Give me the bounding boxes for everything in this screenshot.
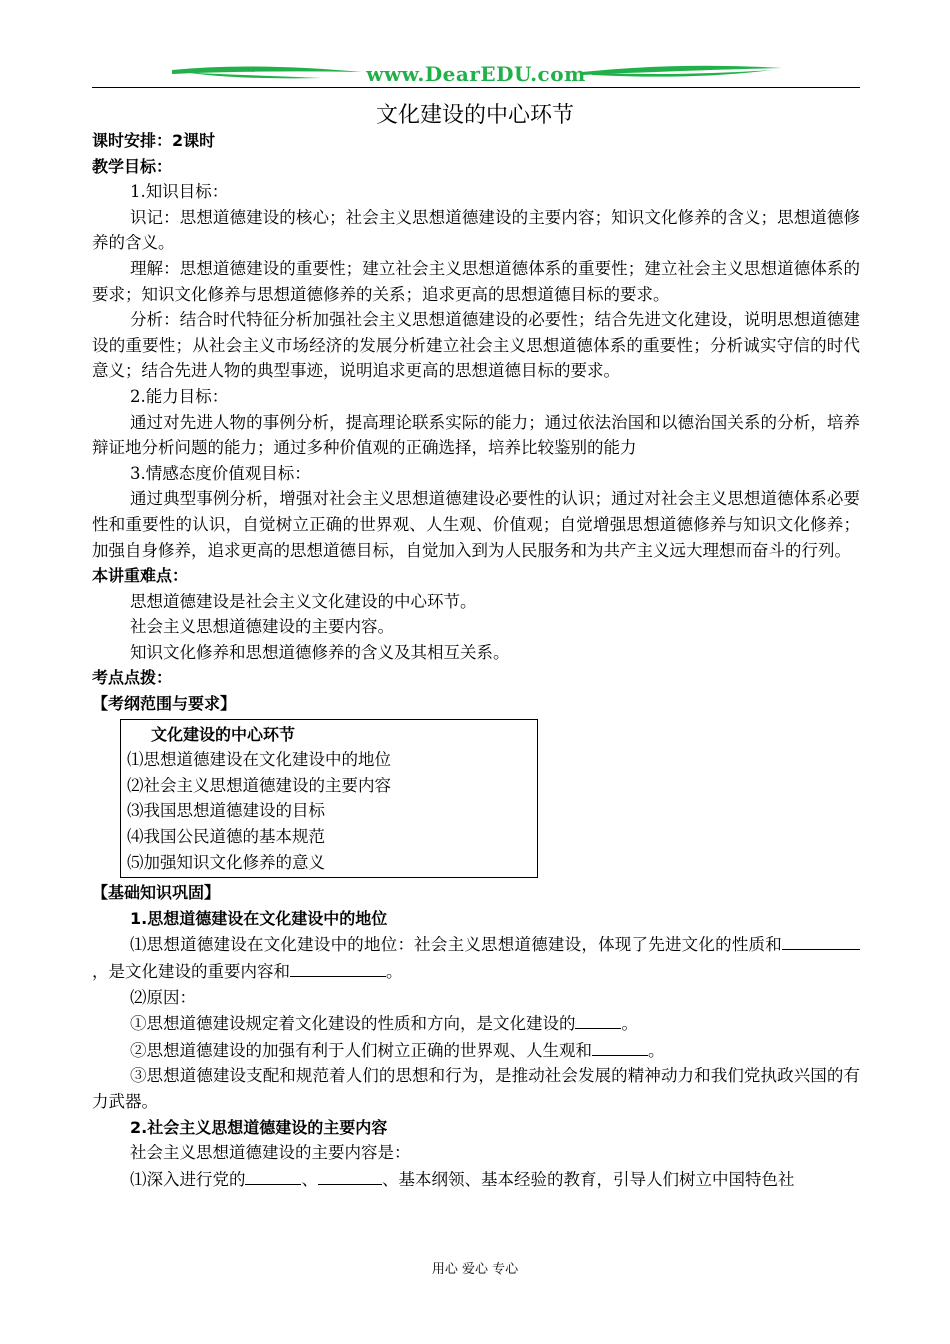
section2-intro: 社会主义思想道德建设的主要内容是：: [129, 1143, 411, 1163]
syllabus-item: ⑴思想道德建设在文化建设中的地位: [127, 750, 391, 770]
fill-blank[interactable]: [782, 931, 860, 950]
fill-blank[interactable]: [318, 1166, 382, 1185]
site-logo-text: www.DearEDU.com: [366, 62, 586, 86]
syllabus-item: ⑸加强知识文化修养的意义: [127, 852, 325, 872]
key-point: 知识文化修养和思想道德修养的含义及其相互关系。: [129, 642, 510, 662]
knowledge-analyze: 分析：结合时代特征分析加强社会主义思想道德建设的必要性；结合先进文化建设，说明思想道德建设的重要性；从社会主义市场经济的发展分析建立社会主义思想道德体系的重要性；分析诚实守信的时代意义；结合先进人物的典型事迹，说明追求更高的思想道德目标的要求。: [92, 310, 860, 381]
fill-blank[interactable]: [290, 958, 386, 977]
fill-blank[interactable]: [575, 1010, 621, 1029]
basics-heading: 【基础知识巩固】: [92, 883, 221, 903]
syllabus-item: ⑷我国公民道德的基本规范: [127, 827, 325, 847]
section1-reason2: ②思想道德建设的加强有利于人们树立正确的世界观、人生观和 。: [92, 1037, 860, 1064]
page-title: 文化建设的中心环节: [375, 103, 574, 128]
site-header-banner: [92, 58, 860, 90]
key-point: 思想道德建设是社会主义文化建设的中心环节。: [129, 591, 477, 611]
exam-heading: 考点点拨：: [92, 668, 173, 688]
goals-heading: 教学目标：: [92, 156, 173, 176]
syllabus-item: ⑵社会主义思想道德建设的主要内容: [127, 775, 391, 795]
syllabus-box-title: 文化建设的中心环节: [151, 724, 296, 744]
knowledge-heading: 1.知识目标：: [130, 182, 229, 202]
section1-reason3: ③思想道德建设支配和规范着人们的思想和行为，是推动社会发展的精神动力和我们党执政兴国的有力武器。: [92, 1066, 860, 1111]
emotion-heading: 3.情感态度价值观目标：: [130, 463, 311, 483]
ability-text: 通过对先进人物的事例分析，提高理论联系实际的能力；通过依法治国和以德治国关系的分析，培养辩证地分析问题的能力；通过多种价值观的正确选择，培养比较鉴别的能力: [92, 412, 860, 458]
header-rule: [92, 87, 860, 88]
key-point: 社会主义思想道德建设的主要内容。: [129, 617, 394, 637]
section1-reason1: ①思想道德建设规定着文化建设的性质和方向，是文化建设的 。: [92, 1010, 860, 1037]
syllabus-item: ⑶我国思想道德建设的目标: [127, 801, 325, 821]
page-footer: 用心 爱心 专心: [431, 1262, 519, 1277]
fill-blank[interactable]: [592, 1037, 648, 1056]
syllabus-box: [120, 719, 538, 879]
syllabus-heading: 【考纲范围与要求】: [92, 694, 237, 714]
section1-reason-heading: ⑵原因：: [130, 987, 196, 1007]
knowledge-recall: 识记：思想道德建设的核心；社会主义思想道德建设的主要内容；知识文化修养的含义；思想道德修养的含义。: [92, 207, 860, 253]
ability-heading: 2.能力目标：: [130, 386, 229, 406]
emotion-text: 通过典型事例分析，增强对社会主义思想道德建设必要性的认识；通过对社会主义思想道德体系必要性和重要性的认识，自觉树立正确的世界观、人生观、价值观；自觉增强思想道德修养与知识文化修养；加强自身修养，追求更高的思想道德目标，自觉加入到为人民服务和为共产主义远大理想而奋斗的行列。: [92, 489, 860, 560]
key-heading: 本讲重难点：: [92, 566, 189, 586]
section1-paragraph1: ⑴思想道德建设在文化建设中的地位：社会主义思想道德建设，体现了先进文化的性质和，是文化建设的重要内容和 。: [92, 931, 860, 984]
schedule-line: 课时安排：2课时: [92, 131, 216, 150]
fill-blank[interactable]: [245, 1166, 301, 1185]
section1-heading: 1.思想道德建设在文化建设中的地位: [130, 908, 388, 928]
section2-paragraph1: ⑴深入进行党的 、 、基本纲领、基本经验的教育，引导人们树立中国特色社: [92, 1166, 860, 1193]
knowledge-understand: 理解：思想道德建设的重要性；建立社会主义思想道德体系的重要性；建立社会主义思想道德体系的要求；知识文化修养与思想道德修养的关系；追求更高的思想道德目标的要求。: [92, 258, 860, 304]
document-body: [92, 128, 860, 1192]
section2-heading: 2.社会主义思想道德建设的主要内容: [130, 1117, 388, 1137]
